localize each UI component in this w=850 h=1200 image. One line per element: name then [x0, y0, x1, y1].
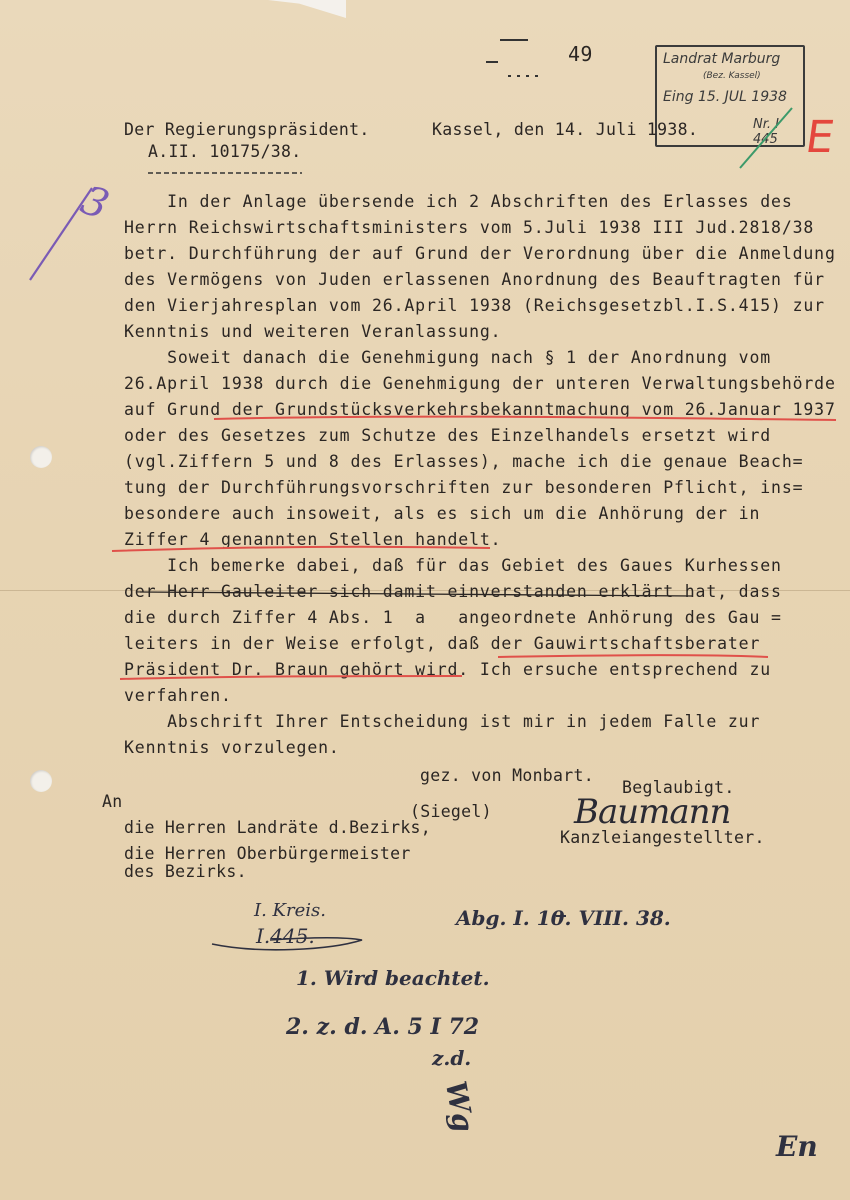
red-e-mark: E [802, 112, 838, 163]
handwritten-note-1: 1. Wird beachtet. [296, 966, 490, 990]
body-line: In der Anlage übersende ich 2 Abschriften des Erlasses des [124, 192, 793, 211]
body-line: des Vermögens von Juden erlassenen Anordnung des Beauftragten für [124, 270, 825, 289]
recipient-line: die Herren Oberbürgermeister [124, 844, 411, 863]
body-line: die durch Ziffer 4 Abs. 1 a angeordnete Anhörung des Gau = [124, 608, 782, 627]
recipient-line: des Bezirks. [124, 862, 247, 881]
recipient-an: An [102, 792, 123, 811]
body-line: Kenntnis und weiteren Veranlassung. [124, 322, 502, 341]
recipient-line: die Herren Landräte d.Bezirks, [124, 818, 432, 837]
signed-by: gez. von Monbart. [420, 766, 594, 785]
place-date: Kassel, den 14. Juli 1938. [432, 120, 699, 139]
handwritten-ref-number: I.445. [256, 924, 315, 948]
body-line: leiters in der Weise erfolgt, daß der Gauwirtschaftsberater [124, 634, 761, 653]
stamp-received-date: Eing 15. JUL 1938 [663, 89, 787, 105]
handwritten-note-2: 2. z. d. A. 5 I 72 [286, 1014, 480, 1040]
body-line: Ziffer 4 genannten Stellen handelt. [124, 530, 502, 549]
certified-label: Beglaubigt. [622, 778, 735, 797]
body-line: auf Grund der Grundstücksverkehrsbekanntmachung vom 26.Januar 1937 [124, 400, 836, 419]
clerk-title: Kanzleiangestellter. [560, 828, 765, 847]
handwritten-zd: z.d. [432, 1046, 472, 1070]
sender: Der Regierungspräsident. [124, 120, 370, 139]
body-line: oder des Gesetzes zum Schutze des Einzelhandels ersetzt wird [124, 426, 772, 445]
corner-mark: En [776, 1130, 818, 1163]
stamp-office: Landrat Marburg [663, 51, 781, 67]
body-line: Abschrift Ihrer Entscheidung ist mir in jedem Falle zur [124, 712, 761, 731]
seal-label: (Siegel) [410, 802, 492, 821]
body-line: der Herr Gauleiter sich damit einverstanden erklärt hat, dass [124, 582, 782, 601]
body-line: (vgl.Ziffern 5 und 8 des Erlasses), mache ich die genaue Beach= [124, 452, 804, 471]
body-line: verfahren. [124, 686, 232, 705]
body-line: Ich bemerke dabei, daß für das Gebiet des Gaues Kurhessen [124, 556, 782, 575]
body-line: den Vierjahresplan vom 26.April 1938 (Reichsgesetzbl.I.S.415) zur [124, 296, 825, 315]
handwritten-initial: Wg [438, 1078, 481, 1135]
handwritten-ref-top: I. Kreis. [254, 900, 326, 921]
handwritten-dispatch: Abg. I. 10. VIII. 38. [456, 906, 671, 930]
margin-mark: 3 [74, 177, 115, 229]
body-line: betr. Durchführung der auf Grund der Verordnung über die Anmeldung [124, 244, 836, 263]
body-line: besondere auch insoweit, als es sich um die Anhörung der in [124, 504, 761, 523]
body-line: Herrn Reichswirtschaftsministers vom 5.Juli 1938 III Jud.2818/38 [124, 218, 815, 237]
body-line: tung der Durchführungsvorschriften zur besonderen Pflicht, ins= [124, 478, 804, 497]
body-line: 26.April 1938 durch die Genehmigung der unteren Verwaltungsbehörde [124, 374, 836, 393]
body-line: Kenntnis vorzulegen. [124, 738, 340, 757]
clerk-signature: Baumann [574, 792, 731, 832]
body-line: Präsident Dr. Braun gehört wird. Ich ersuche entsprechend zu [124, 660, 772, 679]
page-number: 49 [568, 42, 593, 66]
body-line: Soweit danach die Genehmigung nach § 1 der Anordnung vom [124, 348, 772, 367]
reference-number: A.II. 10175/38. [148, 142, 302, 161]
stamp-number: Nr. I 445 [753, 117, 779, 147]
stamp-suboffice: (Bez. Kassel) [703, 71, 761, 81]
